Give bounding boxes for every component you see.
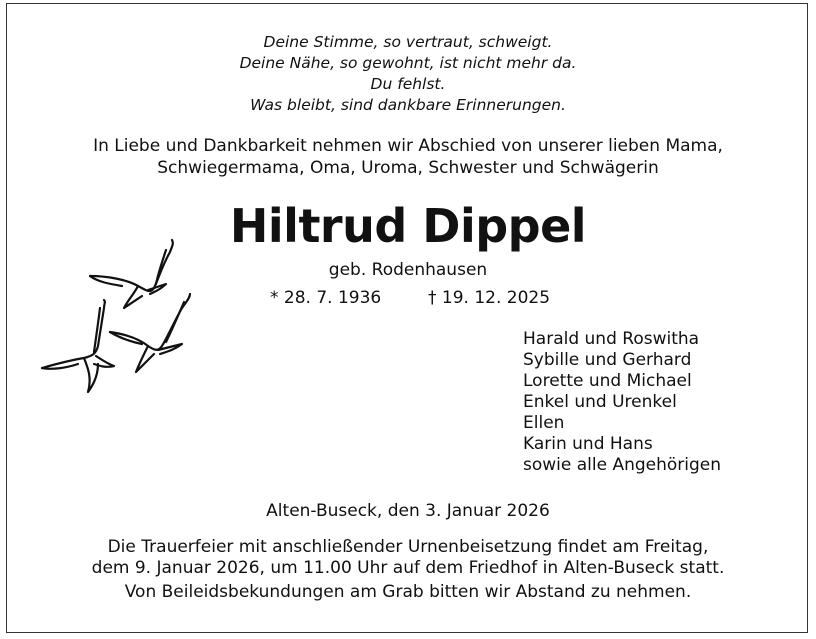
mourners-list — [523, 329, 721, 476]
funeral-info — [0, 537, 816, 579]
intro-text — [0, 135, 816, 179]
funeral-line: dem 9. Januar 2026, um 11.00 Uhr auf dem Friedhof in Alten-Buseck statt. — [91, 558, 725, 578]
bird-icon — [110, 294, 190, 372]
poem-line: Deine Stimme, so vertraut, schweigt. — [263, 33, 553, 51]
death-date: † 19. 12. 2025 — [428, 288, 551, 308]
flying-birds-icon — [38, 236, 208, 406]
mourner-entry: Ellen — [523, 413, 565, 433]
deceased-name: Hiltrud Dippel — [229, 199, 587, 253]
mourner-entry: Harald und Roswitha — [523, 329, 700, 349]
funeral-line: Die Trauerfeier mit anschließender Urnenbeisetzung findet am Freitag, — [107, 537, 709, 557]
birth-date: * 28. 7. 1936 — [270, 288, 382, 308]
mourner-entry: Enkel und Urenkel — [523, 392, 677, 412]
bird-icon — [42, 300, 114, 392]
poem-line: Deine Nähe, so gewohnt, ist nicht mehr da. — [239, 54, 577, 72]
poem-line: Was bleibt, sind dankbare Erinnerungen. — [250, 96, 566, 114]
intro-line: Schwiegermama, Oma, Uroma, Schwester und Schwägerin — [157, 158, 659, 178]
birth-name: geb. Rodenhausen — [328, 260, 488, 280]
mourner-entry: Lorette und Michael — [523, 371, 692, 391]
place-and-date: Alten-Buseck, den 3. Januar 2026 — [266, 501, 550, 521]
mourner-entry: sowie alle Angehörigen — [523, 455, 722, 475]
mourner-entry: Sybille und Gerhard — [523, 350, 692, 370]
poem — [0, 32, 816, 116]
bird-icon — [90, 240, 173, 308]
condolence-note: Von Beileidsbekundungen am Grab bitten wir Abstand zu nehmen. — [124, 582, 692, 602]
mourner-entry: Karin und Hans — [523, 434, 653, 454]
poem-line: Du fehlst. — [370, 75, 446, 93]
intro-line: In Liebe und Dankbarkeit nehmen wir Abschied von unserer lieben Mama, — [93, 136, 723, 156]
